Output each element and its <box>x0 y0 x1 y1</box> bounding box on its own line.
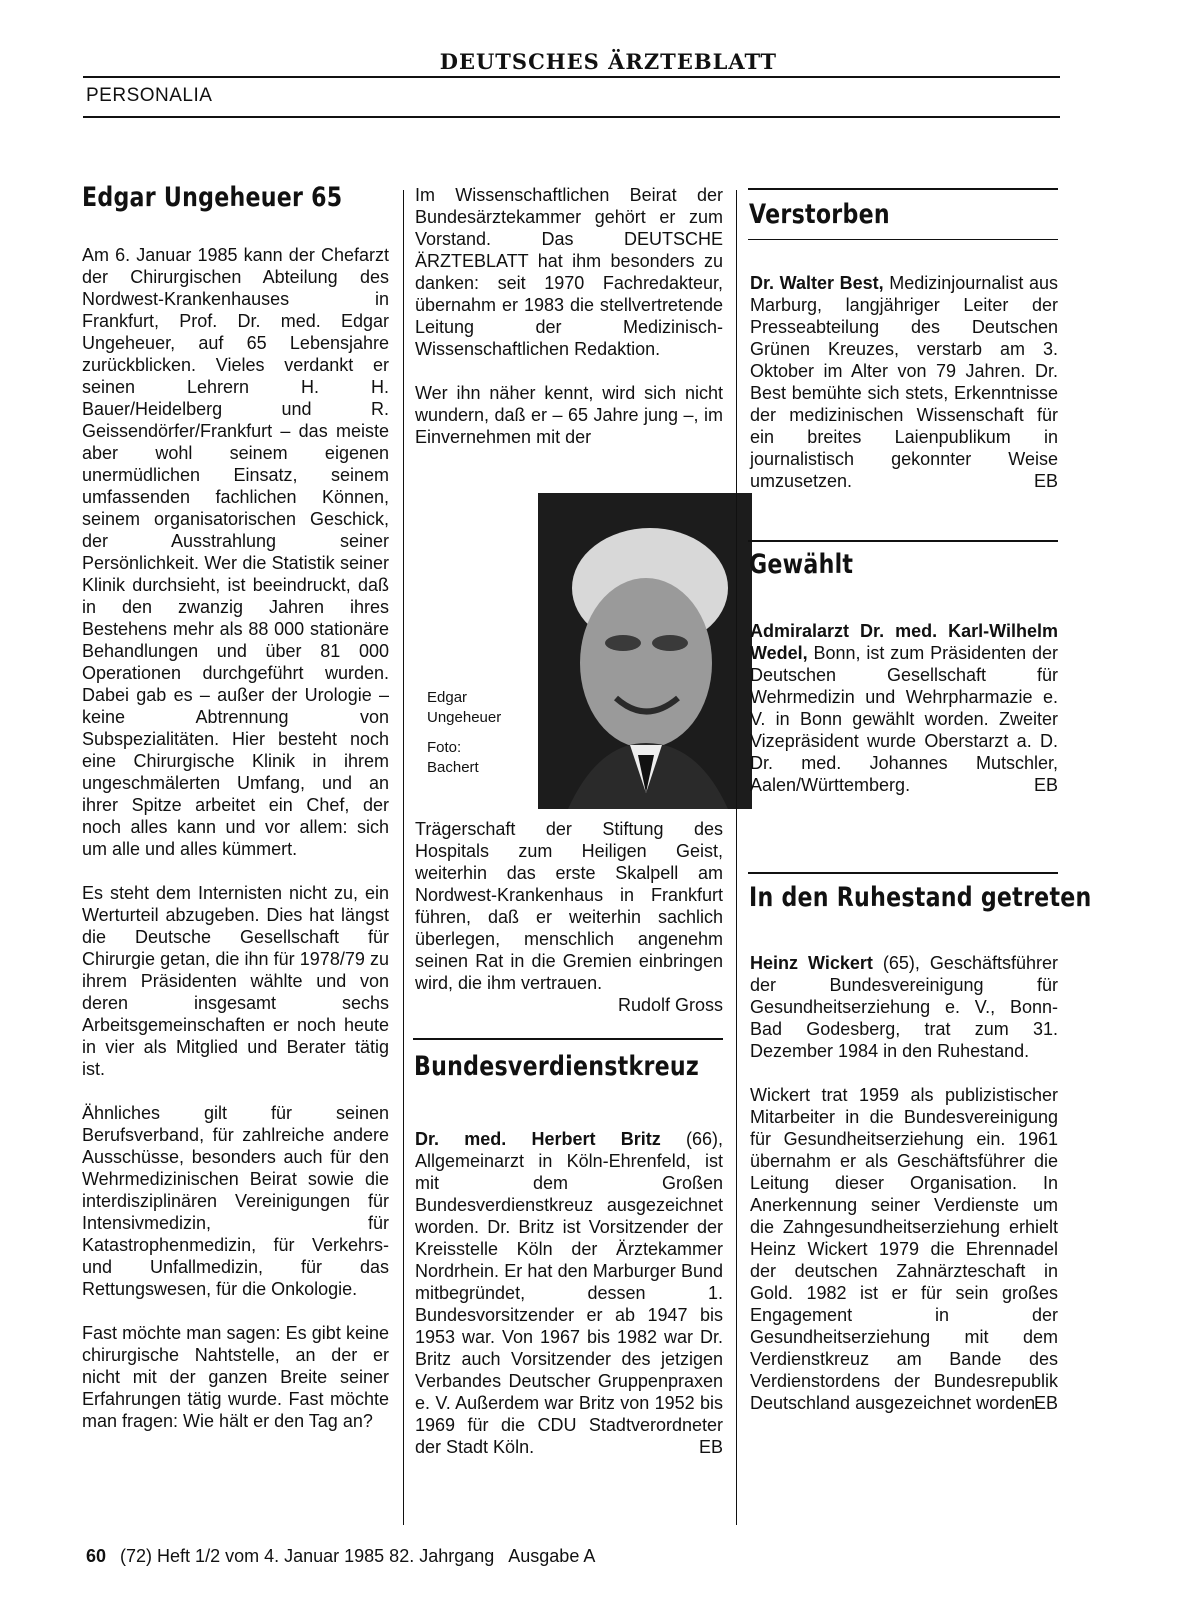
page-number: 60 <box>86 1546 107 1566</box>
paragraph: Ähnliches gilt für seinen Berufsverband, für zahlreiche andere Ausschüsse, besonders auch für den Wehrmedizinischen Beirat sowie die interdisziplinären Vereinigungen für Intensivmedizin, für Katastrophenmedizin, für Verkehrs- und Unfallmedizin, für das Rettungswesen, für die Onkologie. <box>82 1103 389 1299</box>
paragraph-text: Medizinjournalist aus Marburg, langjähriger Leiter der Presseabteilung des Deutschen Grünen Kreuzes, verstarb am 3. Oktober im Alter von 79 Jahren. Dr. Best bemühte sich stets, Erkenntnisse der medizinischen Wissenschaft für ein breites Laienpublikum in journalistisch gekonnter Weise umzusetzen. <box>750 273 1058 491</box>
caption-name: Ungeheuer <box>427 709 502 726</box>
author-signature: EB <box>1033 775 1058 795</box>
author-signature: EB <box>1033 1393 1058 1413</box>
paragraph <box>415 818 723 1016</box>
author-signature: Rudolf Gross <box>617 995 723 1015</box>
column-2-lower <box>415 818 723 1016</box>
section-rule <box>83 116 1060 118</box>
paragraph: Am 6. Januar 1985 kann der Chefarzt der Chirurgischen Abteilung des Nordwest-Krankenhauses in Frankfurt, Prof. Dr. med. Edgar Ungeheuer, auf 65 Lebensjahre zurückblicken. Vieles verdankt er seinen Lehrern H. H. Bauer/Heidelberg und R. Geissendörfer/Frankfurt – das meiste aber wohl seinem eigenen unermüdlichen Einsatz, seinem umfassenden fachlichen Können, seinem organisatorischen Geschick, der Ausstrahlung seiner Persönlichkeit. Wer die Statistik seiner Klinik durchsieht, ist beeindruckt, daß in den zwanzig Jahren ihres Bestehens mehr als 88 000 stationäre Behandlungen und über 81 000 Operationen durchgeführt wurden. Dabei gab es – außer der Urologie – keine Abtrennung von Subspezialitäten. Hier besteht noch eine Chirurgische Klinik in ihrem ungeschmälerten Umfang, und an ihrer Spitze arbeitet ein Chef, der noch alles kann und vor allem: sich um alle und alles kümmert. <box>82 245 389 859</box>
paragraph: Im Wissenschaftlichen Beirat der Bundesärztekammer gehört er zum Vorstand. Das DEUTSCHE ÄRZTEBLATT hat ihm besonders zu danken: seit 1970 Fachredakteur, übernahm er 1983 die stellvertretende Leitung der Medizinisch-Wissenschaftlichen Redaktion. <box>415 185 723 359</box>
section-label: PERSONALIA <box>86 85 213 106</box>
caption-name: Edgar <box>427 689 468 706</box>
person-name: Heinz Wickert <box>750 953 873 973</box>
paragraph: Wer ihn näher kennt, wird sich nicht wundern, daß er – 65 Jahre jung –, im Einvernehmen mit der <box>415 383 723 447</box>
headline-verstorben: Verstorben <box>749 199 890 230</box>
headline-ruhestand: In den Ruhestand getreten <box>749 882 1092 913</box>
masthead-title: DEUTSCHES ÄRZTEBLATT <box>439 49 777 74</box>
author-signature: EB <box>698 1437 723 1457</box>
masthead-rule <box>83 76 1060 78</box>
paragraph-text: Trägerschaft der Stiftung des Hospitals zum Heiligen Geist, weiterhin das erste Skalpell am Nordwest-Krankenhaus in Frankfurt führen, daß er weiterhin sachlich überlegen, menschlich angenehm seinen Rat in die Gremien einbringen wird, die ihm vertrauen. <box>415 819 723 993</box>
paragraph: Es steht dem Internisten nicht zu, ein Werturteil abzugeben. Dies hat längst die Deutsche Gesellschaft für Chirurgie getan, die ihn für 1978/79 zu ihrem Präsidenten wählte und von deren insgesamt sechs Arbeitsgemeinschaften er noch heute in vier als Mitglied und Berater tätig ist. <box>82 883 389 1079</box>
page-footer <box>86 1546 595 1567</box>
column-divider <box>736 190 737 1525</box>
column-3-verstorben <box>750 272 1058 492</box>
section-rule <box>748 872 1058 874</box>
column-3-gewaehlt <box>750 620 1058 796</box>
section-rule <box>413 1038 723 1040</box>
headline-gewaehlt: Gewählt <box>749 549 854 580</box>
paragraph-text: Bonn, ist zum Präsidenten der Deutschen Gesellschaft für Wehrmedizin und Wehrpharmazie e. V. in Bonn gewählt worden. Zweiter Vizepräsident wurde Oberstarzt a. D. Dr. med. Johannes Mutschler, Aalen/Württemberg. <box>750 643 1058 795</box>
photo-caption <box>427 688 501 778</box>
column-2 <box>415 184 723 448</box>
masthead <box>83 49 1099 74</box>
paragraph: Fast möchte man sagen: Es gibt keine chirurgische Nahtstelle, an der er nicht mit der ganzen Breite seiner Erfahrungen tätig wurde. Fast möchte man fragen: Wie hält er den Tag an? <box>82 1323 389 1431</box>
person-name: Dr. Walter Best, <box>750 273 884 293</box>
paragraph-text: (66), Allgemeinarzt in Köln-Ehrenfeld, ist mit dem Großen Bundesverdienstkreuz ausgezeichnet worden. Dr. Britz ist Vorsitzender der Kreisstelle Köln der Ärztekammer Nordrhein. Er hat den Marburger Bund mitbegründet, dessen 1. Bundesvorsitzender er ab 1947 bis 1953 war. Von 1967 bis 1982 war Dr. Britz auch Vorsitzender des jetzigen Verbandes Deutscher Gruppenpraxen e. V. Außerdem war Britz von 1952 bis 1969 für die CDU Stadtverordneter der Stadt Köln. <box>415 1129 723 1457</box>
paragraph <box>750 1084 1058 1414</box>
portrait-image <box>538 493 752 809</box>
person-name: Dr. med. Herbert Britz <box>415 1129 661 1149</box>
caption-credit-label: Foto: <box>427 739 462 756</box>
caption-credit: Bachert <box>427 759 479 776</box>
headline-edgar-ungeheuer: Edgar Ungeheuer 65 <box>82 182 343 213</box>
paragraph <box>750 952 1058 1062</box>
column-1 <box>82 180 389 1432</box>
paragraph <box>750 272 1058 492</box>
author-signature: EB <box>1033 471 1058 491</box>
paragraph <box>415 1128 723 1458</box>
headline-underline <box>748 239 1058 240</box>
section-rule <box>748 188 1058 190</box>
paragraph-text: Wickert trat 1959 als publizistischer Mitarbeiter in die Bundesvereinigung für Gesundheitserziehung ein. 1961 übernahm er als Geschäftsführer die Leitung dieser Organisation. In Anerkennung seiner Verdienste um die Zahngesundheitserziehung erhielt Heinz Wickert 1979 die Ehrennadel der deutschen Zahnärzteschaft in Gold. 1982 ist er für sein großes Engagement in der Gesundheitserziehung mit dem Verdienstkreuz am Bande des Verdienstordens der Bundesrepublik Deutschland ausgezeichnet worden. <box>750 1085 1058 1413</box>
paragraph-text: (65), Geschäftsführer der Bundesvereinigung für Gesundheitserziehung e. V., Bonn-Bad Godesberg, trat zum 31. Dezember 1984 in den Ruhestand. <box>750 953 1058 1061</box>
headline-bundesverdienstkreuz: Bundesverdienstkreuz <box>414 1051 700 1082</box>
issue-info: (72) Heft 1/2 vom 4. Januar 1985 82. Jahrgang Ausgabe A <box>120 1546 596 1566</box>
column-2-bvk <box>415 1128 723 1458</box>
portrait-photo <box>538 493 752 809</box>
person-name: Admiralarzt Dr. med. Karl-Wilhelm Wedel, <box>750 621 1058 663</box>
section-rule <box>748 540 1058 542</box>
column-divider <box>403 190 404 1525</box>
paragraph <box>750 620 1058 796</box>
column-3-ruhestand <box>750 952 1058 1414</box>
